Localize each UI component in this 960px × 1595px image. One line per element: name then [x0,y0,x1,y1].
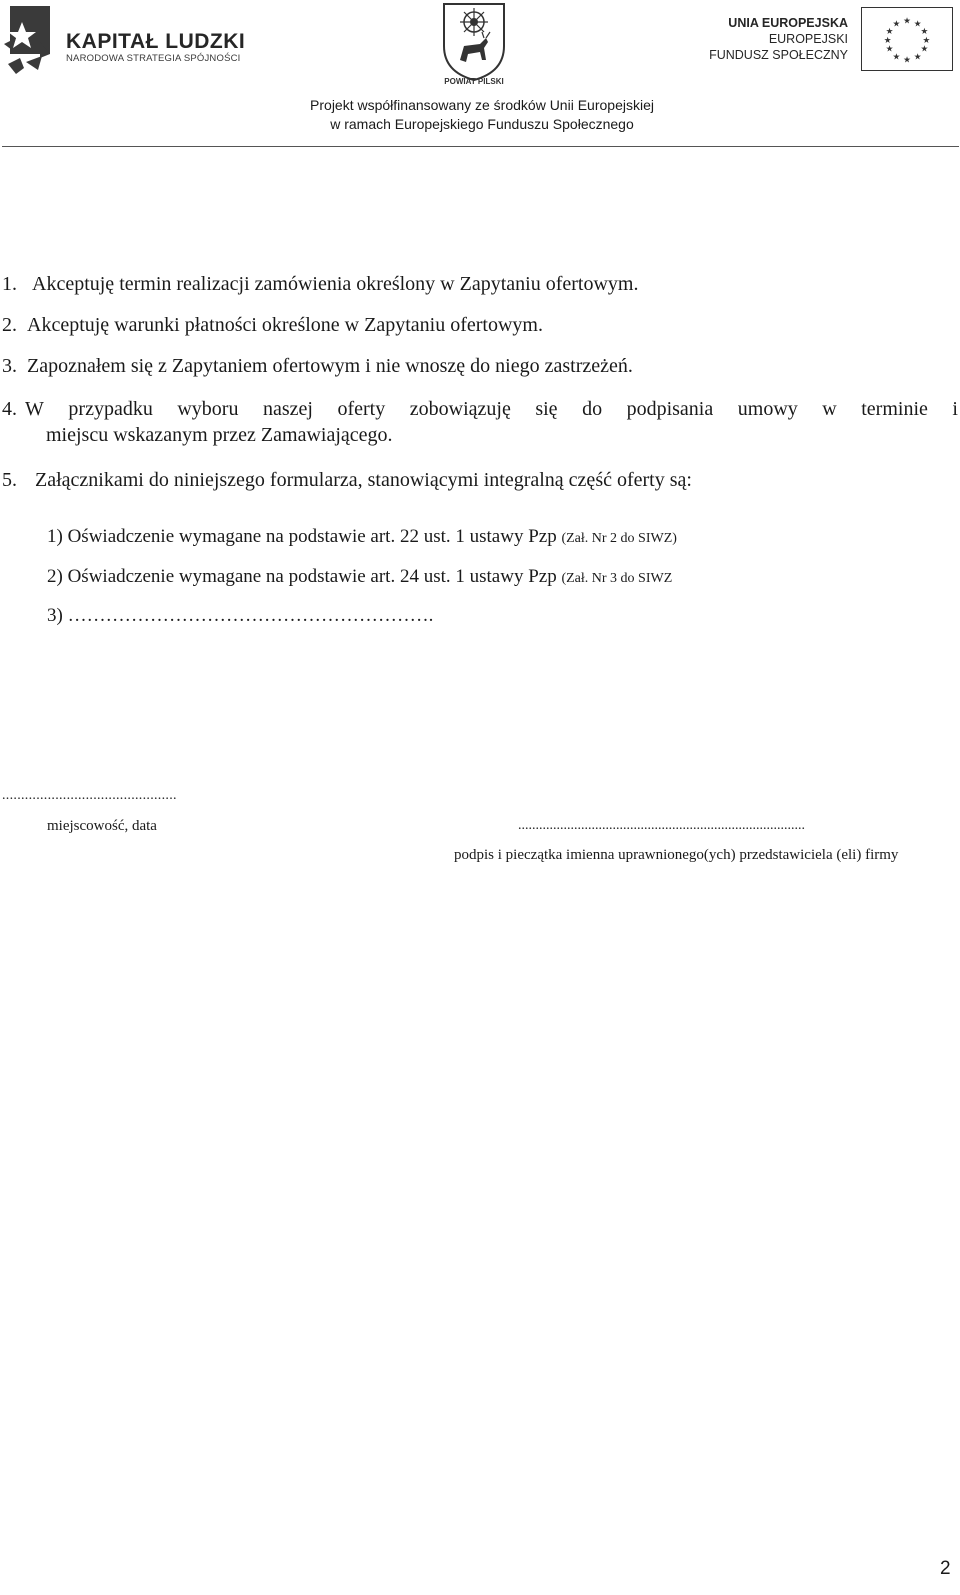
svg-text:★: ★ [920,27,929,38]
place-date-label: miejscowość, data [47,818,157,834]
eu-flag-icon [861,7,953,71]
header-divider [2,146,959,147]
eu-text-block [700,16,848,63]
item-word: przypadku [68,398,153,420]
item-word: się [535,398,558,420]
item-text-line-2: miejscu wskazanym przez Zamawiającego. [46,424,393,446]
eu-line-3: FUNDUSZ SPOŁECZNY [709,48,848,62]
item-word: do [582,398,603,420]
svg-text:★: ★ [892,52,901,63]
item-word: oferty [337,398,386,420]
item-word: umowy [737,398,798,420]
item-number: 1. [2,273,17,295]
list-item [2,353,633,379]
item-text: Zapoznałem się z Zapytaniem ofertowym i nie wnoszę do niego zastrzeżeń. [27,355,633,377]
item-text: Akceptuję termin realizacji zamówienia określony w Zapytaniu ofertowym. [32,273,639,295]
svg-text:★: ★ [913,19,922,30]
item-number: 4. [2,398,17,420]
svg-text:★: ★ [913,52,922,63]
item-text: Załącznikami do niniejszego formularza, stanowiącymi integralną część oferty są: [35,469,692,491]
kapital-ludzki-subtitle: NARODOWA STRATEGIA SPÓJNOŚCI [66,53,241,64]
project-funding-note [266,96,698,134]
kapital-ludzki-title: KAPITAŁ LUDZKI [66,30,246,53]
eu-line-2: EUROPEJSKI [768,32,848,46]
item-number: 5. [2,469,17,491]
attachment-text: 2) Oświadczenie wymagane na podstawie art. 24 ust. 1 ustawy Pzp [47,566,557,587]
item-word: w [822,398,837,420]
powiat-pilski-crest-icon [440,2,508,82]
item-word: wyboru [177,398,239,420]
signature-dots: .................................................................................. [518,818,805,833]
attachment-item [47,525,677,551]
svg-text:★: ★ [885,27,894,38]
eu-line-1: UNIA EUROPEJSKA [728,16,848,30]
item-word: naszej [262,398,313,420]
svg-text:★: ★ [892,19,901,30]
item-text-line-1 [17,396,958,422]
svg-text:★: ★ [922,35,931,46]
item-word: zobowiązuję [409,398,511,420]
project-line-2: w ramach Europejskiego Funduszu Społecznego [330,116,634,132]
item-word: terminie [861,398,928,420]
svg-text:★: ★ [903,55,911,66]
list-item [2,271,638,297]
attachment-note: (Zał. Nr 3 do SIWZ [561,571,673,586]
svg-text:★: ★ [885,44,894,55]
attachment-text: 3) …………………………………………………. [47,605,434,626]
item-word: W [25,398,44,420]
attachment-item [47,604,433,628]
attachment-item [47,565,672,591]
place-date-dots: .............................................. [2,788,177,803]
signature-label: podpis i pieczątka imienna uprawnionego(ych) przedstawiciela (eli) firmy [454,847,899,863]
attachment-note: (Zał. Nr 2 do SIWZ) [561,531,677,546]
svg-text:★: ★ [920,44,929,55]
list-item [2,467,692,493]
item-number: 3. [2,355,17,377]
item-text: Akceptuję warunki płatności określone w Zapytaniu ofertowym. [27,314,543,336]
list-item [2,396,958,448]
list-item [2,312,543,338]
item-number: 2. [2,314,17,336]
item-word: podpisania [626,398,714,420]
crest-label: POWIAT PILSKI [444,77,504,86]
project-line-1: Projekt współfinansowany ze środków Unii Europejskiej [310,97,654,113]
svg-text:★: ★ [903,16,911,27]
svg-text:★: ★ [883,35,892,46]
item-word: i [952,398,958,420]
attachment-text: 1) Oświadczenie wymagane na podstawie art. 22 ust. 1 ustawy Pzp [47,526,557,547]
page-number: 2 [940,1558,951,1579]
